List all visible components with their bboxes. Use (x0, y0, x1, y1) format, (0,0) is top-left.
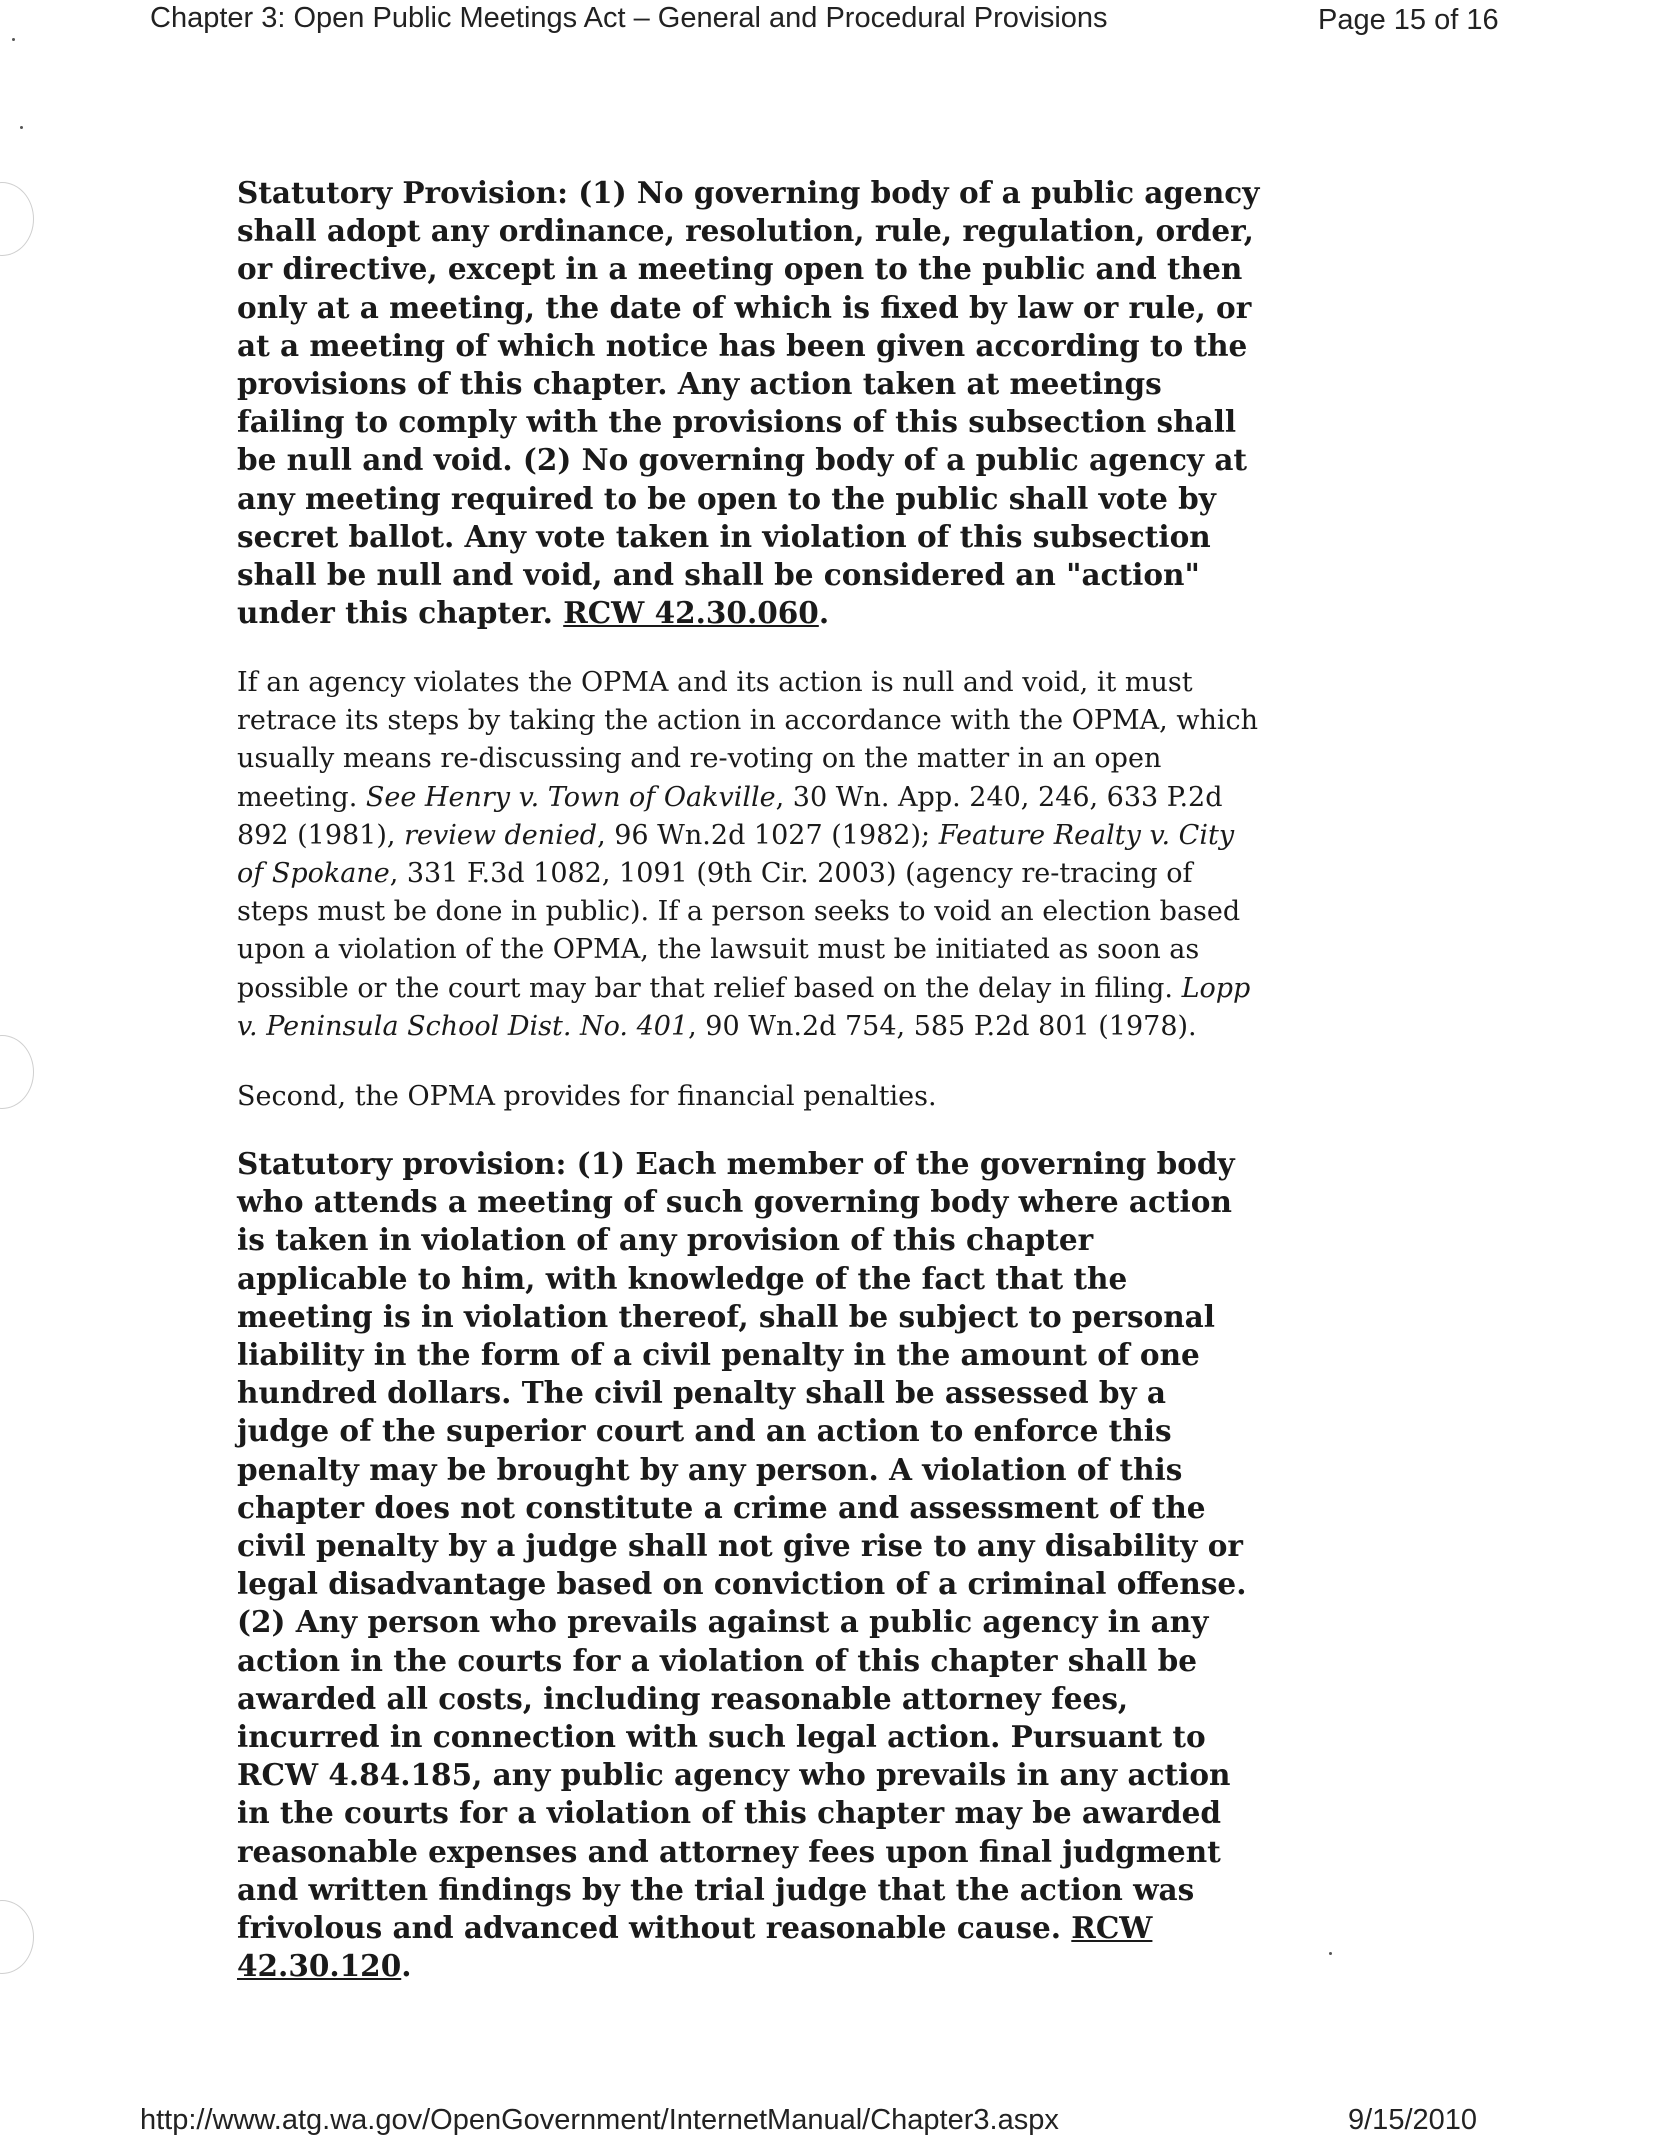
paragraph-text: If an agency violates the OPMA and its action is null and void, it must retrace its steps by taking the action in accordance with the OPMA, which usually means re-discussing and re-voting on the matter in an open meeting. (237, 667, 1258, 813)
case-citation: review denied (404, 819, 598, 851)
case-citation: Feature Realty v. City of Spokane (237, 819, 1235, 890)
scan-speck (1329, 1952, 1332, 1955)
page-number: Page 15 of 16 (1318, 4, 1499, 36)
paragraph-text: , 90 Wn.2d 754, 585 P.2d 801 (1978). (688, 1010, 1197, 1042)
punch-hole-middle (0, 1035, 34, 1109)
punch-hole-top (0, 182, 34, 256)
remedy-paragraph (237, 664, 1267, 1046)
footer-date: 9/15/2010 (1348, 2104, 1478, 2136)
paragraph-text: , 96 Wn.2d 1027 (1982); (597, 819, 939, 851)
case-citation: See Henry v. Town of Oakville (365, 781, 776, 813)
punch-hole-bottom (0, 1900, 34, 1974)
statutory-provision-rcw-42-30-060 (237, 174, 1267, 632)
provision-end: . (401, 1948, 412, 1984)
provision-text: Statutory Provision: (1) No governing body of a public agency shall adopt any ordinance, resolution, rule, regulation, order, or directive, except in a meeting open to the public and then only at a meeting, the date of which is fixed by law or rule, or at a meeting of which notice has been given according to the provisions of this chapter. Any action taken at meetings failing to comply with the provisions of this subsection shall be null and void. (2) No governing body of a public agency at any meeting required to be open to the public shall vote by secret ballot. Any vote taken in violation of this subsection shall be null and void, and shall be considered an "action" under this chapter. (237, 175, 1260, 631)
running-header-title: Chapter 3: Open Public Meetings Act – General and Procedural Provisions (150, 2, 1108, 34)
case-citation: Lopp v. Peninsula School Dist. No. 401 (237, 972, 1251, 1042)
scan-speck (12, 38, 15, 41)
financial-penalties-paragraph: Second, the OPMA provides for financial penalties. (237, 1081, 937, 1112)
statutory-provision-rcw-42-30-120 (237, 1145, 1267, 1985)
paragraph-text: , 30 Wn. App. 240, 246, 633 P.2d 892 (1981), (237, 781, 1223, 851)
footer-url: http://www.atg.wa.gov/OpenGovernment/InternetManual/Chapter3.aspx (140, 2104, 1059, 2136)
rcw-42-30-060-link[interactable]: RCW 42.30.060 (563, 595, 819, 631)
scan-speck (20, 126, 23, 129)
provision-end: . (818, 595, 830, 631)
provision-text: Statutory provision: (1) Each member of the governing body who attends a meeting of such governing body where action is taken in violation of any provision of this chapter applicable to him, with knowledge of the fact that the meeting is in violation thereof, shall be subject to personal liability in the form of a civil penalty in the amount of one hundred dollars. The civil penalty shall be assessed by a judge of the superior court and an action to enforce this penalty may be brought by any person. A violation of this chapter does not constitute a crime and assessment of the civil penalty by a judge shall not give rise to any disability or legal disadvantage based on conviction of a criminal offense. (2) Any person who prevails against a public agency in any action in the courts for a violation of this chapter shall be awarded all costs, including reasonable attorney fees, incurred in connection with such legal action. Pursuant to RCW 4.84.185, any public agency who prevails in any action in the courts for a violation of this chapter may be awarded reasonable expenses and attorney fees upon final judgment and written findings by the trial judge that the action was frivolous and advanced without reasonable cause. (237, 1146, 1247, 1946)
paragraph-text: , 331 F.3d 1082, 1091 (9th Cir. 2003) (agency re-tracing of steps must be done in public). If a person seeks to void an election based upon a violation of the OPMA, the lawsuit must be initiated as soon as possible or the court may bar that relief based on the delay in filing. (237, 858, 1241, 1004)
rcw-42-30-120-link[interactable]: RCW 42.30.120 (237, 1910, 1153, 1984)
